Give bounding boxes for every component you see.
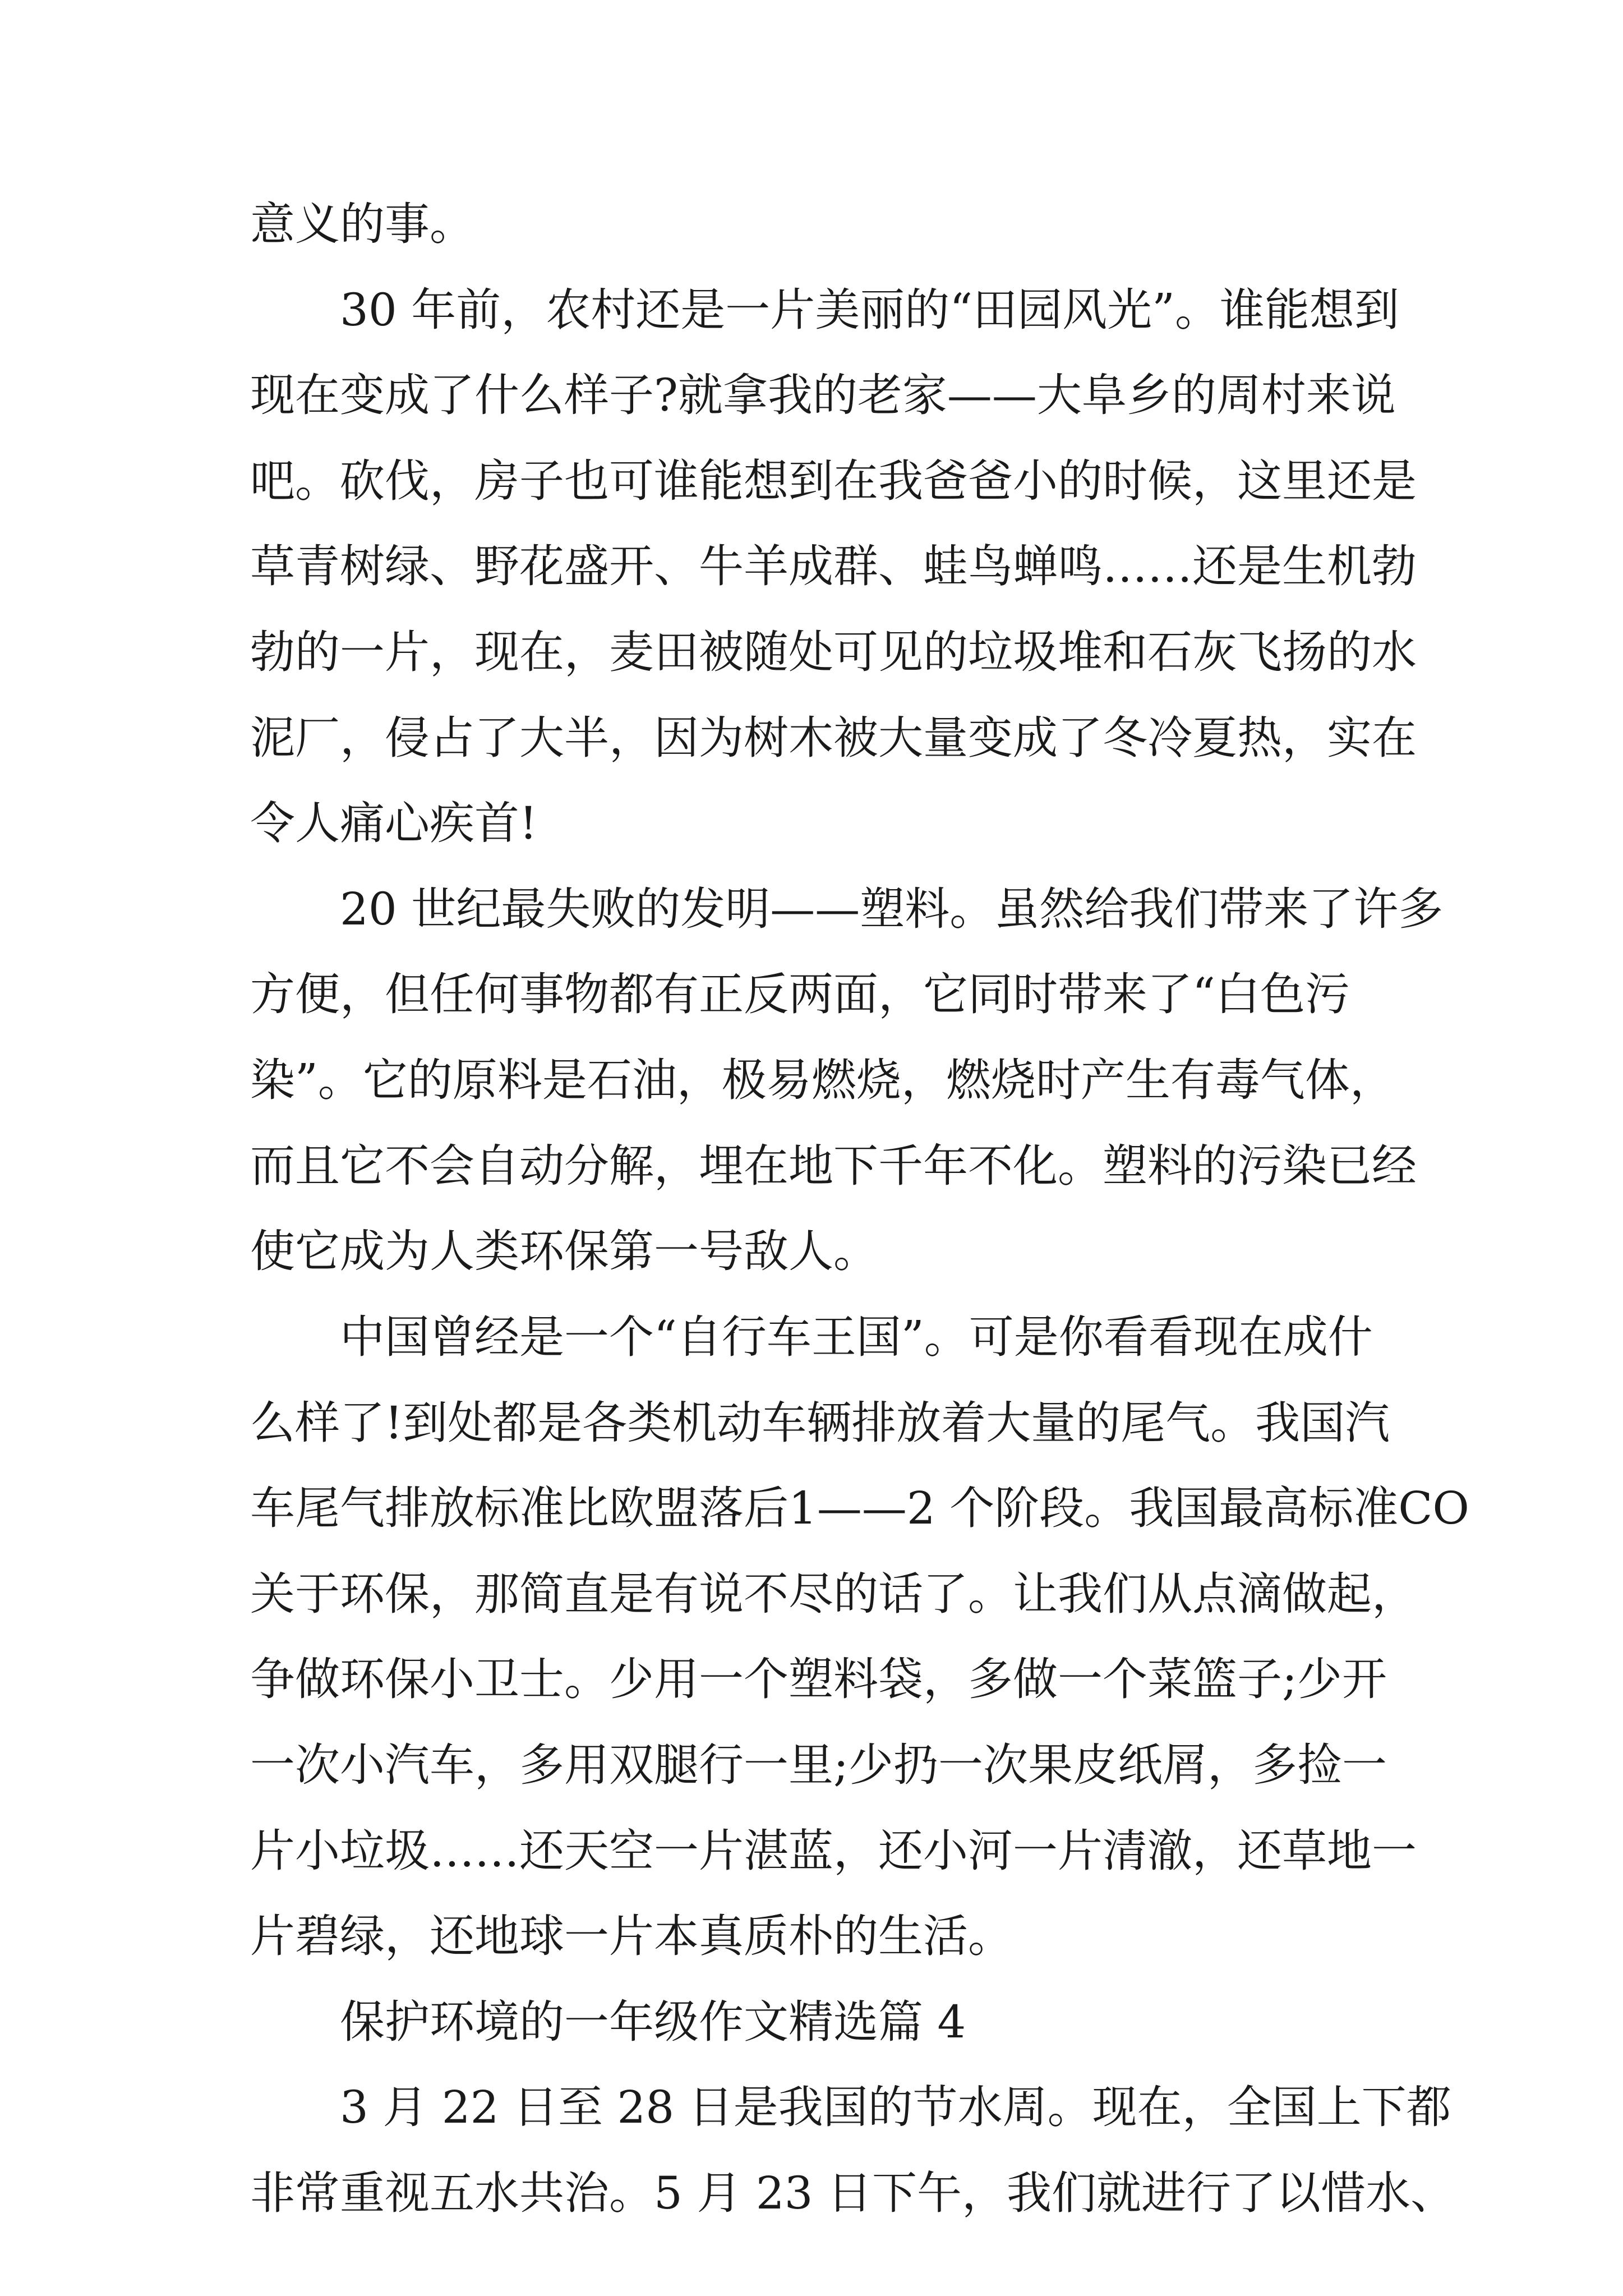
text-line: 争做环保小卫士。少用一个塑料袋，多做一个菜篮子;少开 [250, 1653, 1387, 1705]
text-line: 非常重视五水共治。5 月 23 日下午，我们就进行了以惜水、 [250, 2167, 1455, 2219]
text-line: 意义的事。 [250, 198, 474, 250]
text-line: 片碧绿，还地球一片本真质朴的生活。 [250, 1910, 1013, 1962]
text-line: 20 世纪最失败的发明——塑料。虽然给我们带来了许多 [340, 883, 1444, 935]
section-heading: 保护环境的一年级作文精选篇 4 [340, 1996, 966, 2048]
text-line: 30 年前，农村还是一片美丽的“田园风光”。谁能想到 [340, 284, 1400, 336]
text-line: 现在变成了什么样子?就拿我的老家——大阜乡的周村来说 [250, 369, 1396, 421]
text-line: 泥厂，侵占了大半，因为树木被大量变成了冬冷夏热，实在 [250, 712, 1417, 764]
text-line: 片小垃圾……还天空一片湛蓝，还小河一片清澈，还草地一 [250, 1825, 1417, 1877]
text-line: 染”。它的原料是石油，极易燃烧，燃烧时产生有毒气体， [250, 1054, 1395, 1106]
text-line: 使它成为人类环保第一号敌人。 [250, 1225, 878, 1277]
text-line: 草青树绿、野花盛开、牛羊成群、蛙鸟蝉鸣……还是生机勃 [250, 540, 1417, 592]
text-line: 么样了!到处都是各类机动车辆排放着大量的尾气。我国汽 [250, 1397, 1390, 1449]
text-line: 勃的一片，现在，麦田被随处可见的垃圾堆和石灰飞扬的水 [250, 626, 1417, 678]
text-line: 令人痛心疾首! [250, 797, 538, 849]
text-line: 吧。砍伐，房子也可谁能想到在我爸爸小的时候，这里还是 [250, 455, 1417, 507]
text-line: 方便，但任何事物都有正反两面，它同时带来了“白色污 [250, 968, 1350, 1020]
text-line: 车尾气排放标准比欧盟落后1——2 个阶段。我国最高标准CO [250, 1482, 1470, 1534]
text-line: 一次小汽车，多用双腿行一里;少扔一次果皮纸屑，多捡一 [250, 1739, 1387, 1791]
text-line: 中国曾经是一个“自行车王国”。可是你看看现在成什 [340, 1311, 1373, 1363]
text-line: 而且它不会自动分解，埋在地下千年不化。塑料的污染已经 [250, 1140, 1417, 1192]
text-line: 3 月 22 日至 28 日是我国的节水周。现在，全国上下都 [340, 2081, 1451, 2133]
text-line: 关于环保，那简直是有说不尽的话了。让我们从点滴做起， [250, 1568, 1417, 1620]
